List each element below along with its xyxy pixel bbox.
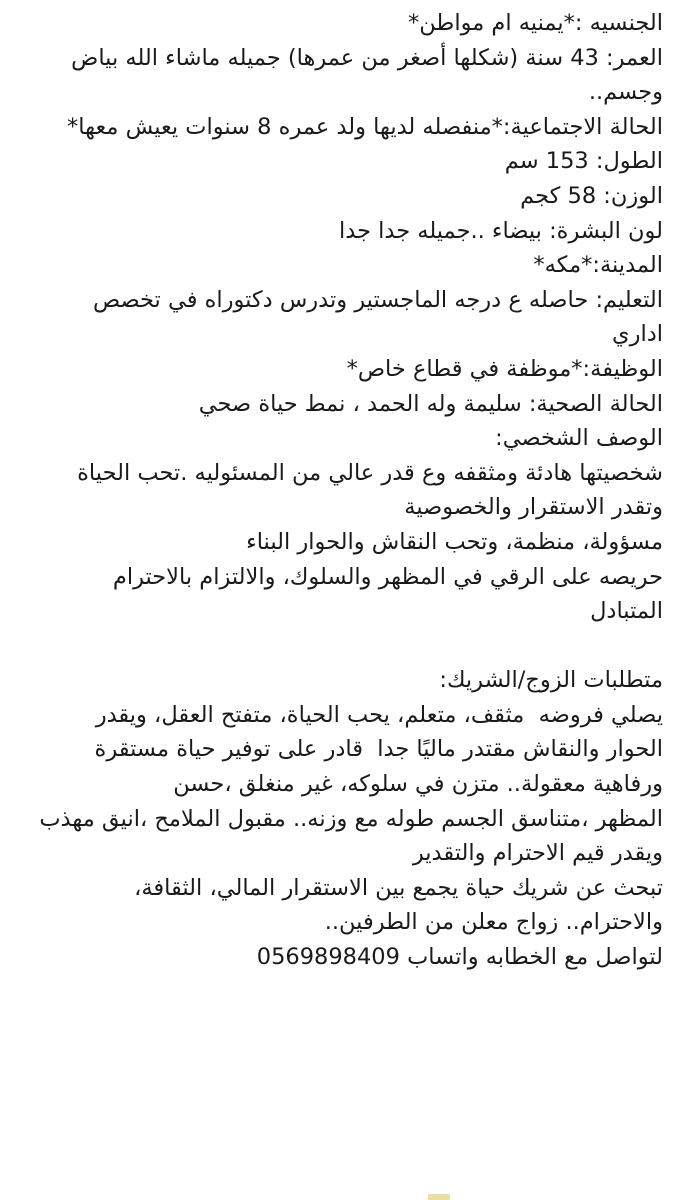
age-line-continued: وجسم.. — [588, 79, 663, 106]
job-line: الوظيفة:*موظفة في قطاع خاص* — [346, 355, 663, 382]
partner-requirements-line: الحوار والنقاش مقتدر ماليًا جدا قادر على توفير حياة مستقرة — [94, 736, 663, 763]
nationality-line: الجنسيه :*يمنيه ام مواطن* — [408, 10, 663, 36]
city-line: المدينة:*مكه* — [533, 252, 663, 279]
education-line: التعليم: حاصله ع درجه الماجستير وتدرس دكتوراه في تخصص — [92, 286, 663, 313]
partner-requirements-heading: متطلبات الزوج/الشريك: — [439, 667, 663, 694]
partner-requirements-line: تبحث عن شريك حياة يجمع بين الاستقرار المالي، الثقافة، — [134, 874, 663, 901]
personal-description-line: وتقدر الاستقرار والخصوصية — [404, 494, 663, 521]
marital-status-line: الحالة الاجتماعية:*منفصله لديها ولد عمره 8 سنوات يعيش معها* — [67, 113, 663, 140]
partner-requirements-line: ويقدر قيم الاحترام والتقدير — [412, 840, 663, 867]
partner-requirements-line: يصلي فروضه مثقف، متعلم، يحب الحياة، متفتح العقل، ويقدر — [95, 701, 663, 728]
partner-requirements-line: ورفاهية معقولة.. متزن في سلوكه، غير منغلق ،حسن — [173, 771, 663, 798]
blank-line — [14, 629, 663, 664]
personal-description-line: مسؤولة، منظمة، وتحب النقاش والحوار البناء — [246, 528, 663, 555]
partner-requirements-line: والاحترام.. زواج معلن من الطرفين.. — [324, 909, 663, 936]
health-line: الحالة الصحية: سليمة وله الحمد ، نمط حياة صحي — [198, 390, 663, 417]
contact-line: لتواصل مع الخطابه واتساب 0569898409 — [256, 944, 663, 971]
personal-description-line: المتبادل — [590, 598, 663, 625]
personal-description-heading: الوصف الشخصي: — [495, 425, 663, 452]
education-line-continued: اداري — [612, 321, 663, 348]
bottom-edge-mark — [428, 1194, 450, 1200]
height-line: الطول: 153 سم — [504, 148, 663, 175]
personal-description-line: شخصيتها هادئة ومثقفه وع قدر عالي من المسئوليه .تحب الحياة — [77, 459, 663, 486]
skin-color-line: لون البشرة: بيضاء ..جميله جدا جدا — [339, 217, 663, 244]
personal-description-line: حريصه على الرقي في المظهر والسلوك، والالتزام بالاحترام — [112, 563, 663, 590]
partner-requirements-line: المظهر ،متناسق الجسم طوله مع وزنه.. مقبول الملامح ،انيق مهذب — [39, 805, 663, 832]
age-line: العمر: 43 سنة (شكلها أصغر من عمرها) جميله ماشاء الله بياض — [71, 44, 663, 71]
weight-line: الوزن: 58 كجم — [520, 182, 663, 209]
